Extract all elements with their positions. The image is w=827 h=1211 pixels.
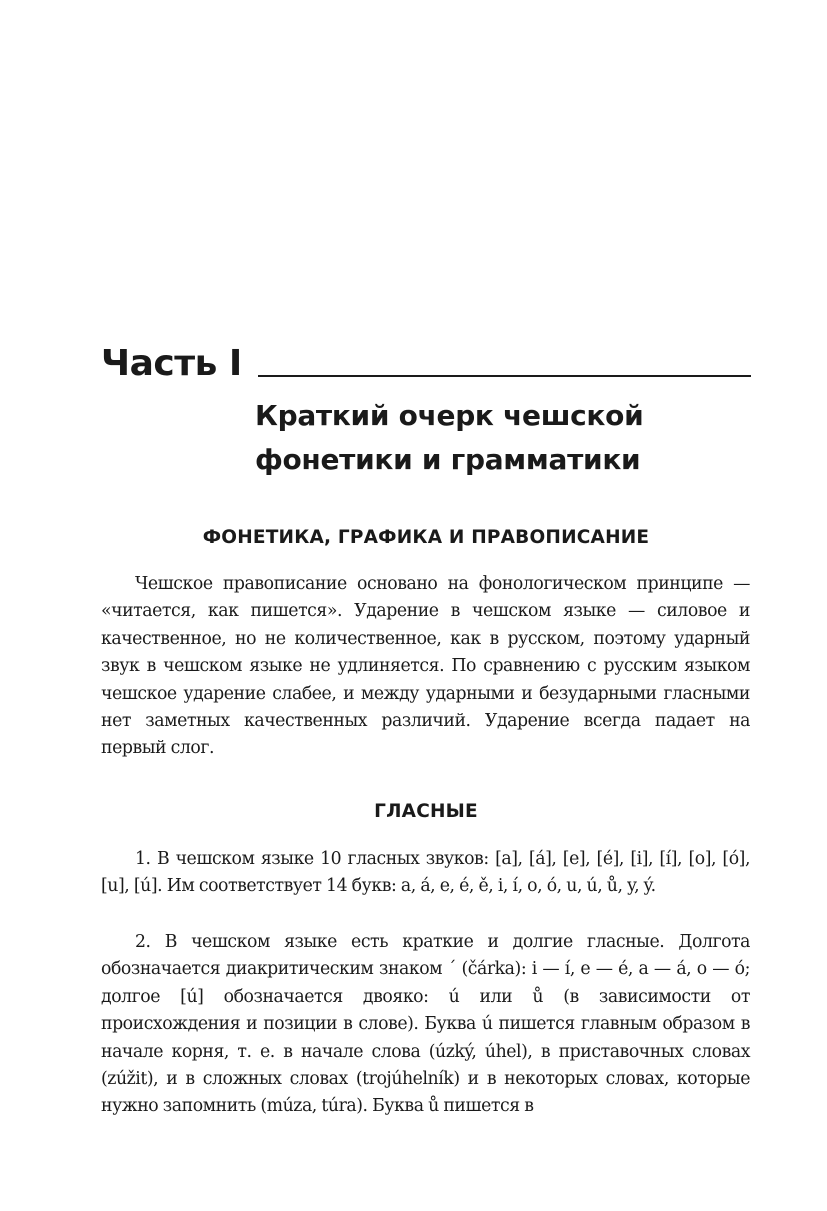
part-title-line-1: Краткий очерк чешской (255, 399, 644, 432)
section-heading-phonetics: ФОНЕТИКА, ГРАФИКА И ПРАВОПИСАНИЕ (202, 527, 650, 548)
paragraph-vowels-2: 2. В чешском языке есть краткие и долгие гласные. Долгота обозначается диакритическим знаком ´ (čárka): i — í, e — é, a — á, o — ó; долгое [ú] обозначается двояко: ú или ů (в зависимости от происхождения и позиции в слове). Буква ú пишется главным образом в начале корня, т. е. в начале слова (úzký, úhel), в приставочных словах (zúžit), и в сложных словах (trojúhelník) и в некоторых словах, которые нужно запомнить (múza, túra). Буква ů пишется в (101, 932, 750, 1117)
paragraph-phonetics: Чешское правописание основано на фонологическом принципе — «читается, как пишется». Ударение в чешском языке — силовое и качественное, но не количественное, как в русском, поэтому ударный звук в чешском языке не удлиняется. По сравнению с русским языком чешское ударение слабее, и между ударными и безударными гласными нет заметных качественных различий. Ударение всегда падает на первый слог. (101, 574, 750, 759)
part-title (255, 394, 755, 482)
part-rule (258, 375, 751, 377)
part-label: Часть I (101, 343, 242, 384)
section-heading-vowels: ГЛАСНЫЕ (374, 801, 478, 822)
part-header (101, 336, 751, 386)
paragraph-vowels-1: 1. В чешском языке 10 гласных звуков: [a], [á], [e], [é], [i], [í], [o], [ó], [u], [ú]. Им соответствует 14 букв: a, á, e, é, ě, i, í, o, ó, u, ú, ů, y, ý. (101, 849, 750, 897)
part-title-line-2: фонетики и грамматики (255, 443, 641, 476)
